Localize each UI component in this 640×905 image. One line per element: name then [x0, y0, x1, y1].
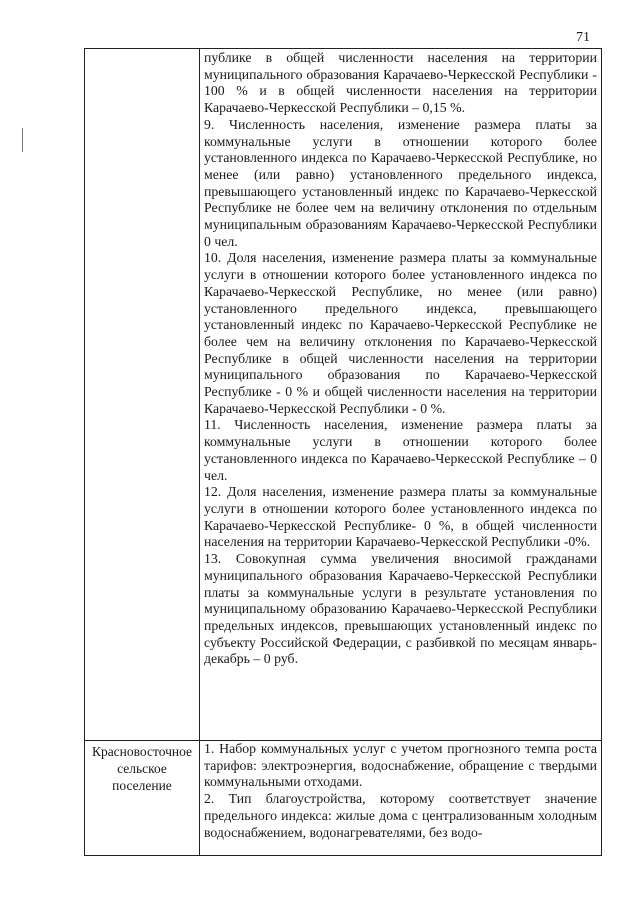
page-number: 71	[576, 30, 590, 45]
indicator-paragraph: 1. Набор коммунальных услуг с учетом прогнозного темпа роста тарифов: электроэнергия, водоснабжение, обращение с твердыми коммунальными отходами.	[204, 741, 597, 790]
indicators-cell	[200, 741, 602, 856]
municipal-indices-table	[84, 48, 602, 856]
municipality-name-cell	[85, 49, 200, 741]
indicators-cell	[200, 49, 602, 741]
municipality-name-cell: Красновосточное сельское поселение	[85, 741, 200, 856]
indicator-paragraph: 9. Численность населения, изменение размера платы за коммунальные услуги в отношении которого более установленного индекса по Карачаево-Черкесской Республике, но менее (или равно) установленного предельного индекса, превышающего установленный индекс по Карачаево-Черкесской Республике не более чем на величину отклонения по отдельным муниципальным образованиям Карачаево-Черкесской Республики 0 чел.	[204, 116, 597, 249]
table-row	[85, 49, 602, 741]
margin-mark	[22, 128, 23, 152]
indicator-paragraph: 13. Совокупная сумма увеличения вносимой гражданами муниципального образования Карачаево-Черкесской Республики платы за коммунальные услуги в результате установления по муниципальному образованию Карачаево-Черкесской Республики предельных индексов, превышающих установленный индекс по субъекту Российской Федерации, с разбивкой по месяцам январь-декабрь – 0 руб.	[204, 551, 597, 667]
table-row	[85, 741, 602, 856]
indicator-paragraph: 11. Численность населения, изменение размера платы за коммунальные услуги в отношении которого более установленного индекса по Карачаево-Черкесской Республике – 0 чел.	[204, 417, 597, 483]
indicator-paragraph: 2. Тип благоустройства, которому соответствует значение предельного индекса: жилые дома с централизованным холодным водоснабжением, водонагревателями, без водо-	[204, 791, 597, 840]
indicator-paragraph: публике в общей численности населения на территории муниципального образования Карачаево-Черкесской Республики - 100 % и в общей численности населения на территории Карачаево-Черкесской Республики – 0,15 %.	[204, 50, 597, 116]
indicator-paragraph: 12. Доля населения, изменение размера платы за коммунальные услуги в отношении которого более установленного индекса по Карачаево-Черкесской Республике- 0 %, в общей численности населения на территории Карачаево-Черкесской Республики -0%.	[204, 484, 597, 550]
indicator-paragraph: 10. Доля населения, изменение размера платы за коммунальные услуги в отношении которого более установленного индекса по Карачаево-Черкесской Республике, но менее (или равно) установленного предельного индекса, превышающего установленный индекс по Карачаево-Черкесской Республике не более чем на величину отклонения по Карачаево-Черкесской Республике в общей численности населения на территории муниципального образования по Карачаево-Черкесской Республике - 0 % и общей численности населения на территории Карачаево-Черкесской Республики - 0 %.	[204, 250, 597, 416]
